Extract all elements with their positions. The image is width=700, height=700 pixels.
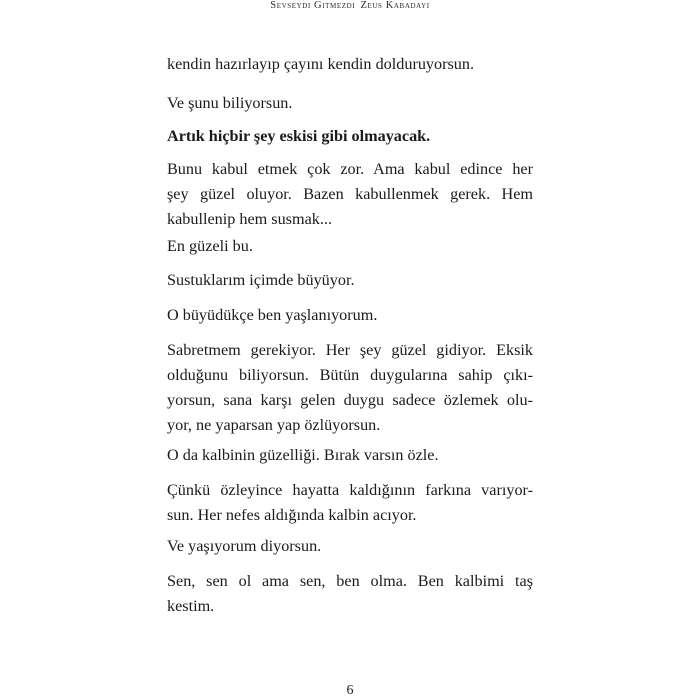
text-line: yorsun, sana karşı gelen duygu sadece özlemek olu-	[167, 391, 533, 409]
paragraph	[167, 124, 533, 149]
paragraph	[167, 338, 533, 438]
paragraph	[167, 234, 533, 259]
text-line: Sabretmem gerekiyor. Her şey güzel gidiyor. Eksik	[167, 341, 533, 359]
paragraph	[167, 52, 533, 77]
paragraph	[167, 268, 533, 293]
text-line: Çünkü özleyince hayatta kaldığının farkına varıyor-	[167, 481, 533, 499]
paragraph	[167, 569, 533, 619]
text-line: Bunu kabul etmek çok zor. Ama kabul edince her	[167, 160, 533, 178]
text-line: sun. Her nefes aldığında kalbin acıyor.	[167, 506, 417, 524]
paragraph	[167, 478, 533, 528]
header-author: Zeus Kabadayı	[360, 0, 430, 11]
text-line: Sustuklarım içimde büyüyor.	[167, 271, 355, 289]
header-book-title: Sevseydi Gitmezdi	[270, 0, 356, 11]
paragraph	[167, 443, 533, 468]
page-text-body	[167, 0, 533, 640]
text-line: kendin hazırlayıp çayını kendin dolduruyorsun.	[167, 55, 475, 73]
text-line: Ve şunu biliyorsun.	[167, 94, 293, 112]
paragraph	[167, 91, 533, 116]
text-line: Sen, sen ol ama sen, ben olma. Ben kalbimi taş	[167, 572, 533, 590]
text-line: Artık hiçbir şey eskisi gibi olmayacak.	[167, 127, 431, 145]
text-line: O büyüdükçe ben yaşlanıyorum.	[167, 306, 378, 324]
text-line: yor, ne yaparsan yap özlüyorsun.	[167, 416, 381, 434]
text-line: O da kalbinin güzelliği. Bırak varsın özle.	[167, 446, 439, 464]
text-line: kabullenip hem susmak...	[167, 210, 332, 228]
paragraph	[167, 534, 533, 559]
text-line: Ve yaşıyorum diyorsun.	[167, 537, 322, 555]
paragraph	[167, 303, 533, 328]
text-line: şey güzel oluyor. Bazen kabullenmek gerek. Hem	[167, 185, 533, 203]
page-number: 6	[346, 683, 354, 698]
text-line: olduğunu biliyorsun. Bütün duygularına sahip çıkı-	[167, 366, 533, 384]
paragraph	[167, 157, 533, 232]
text-line: En güzeli bu.	[167, 237, 253, 255]
text-line: kestim.	[167, 597, 215, 615]
